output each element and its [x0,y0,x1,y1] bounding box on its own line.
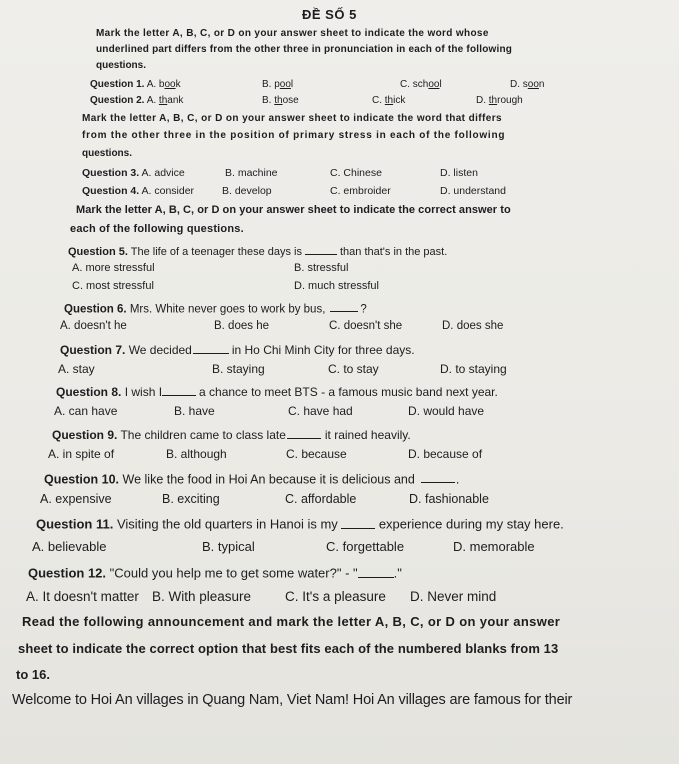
question-7: Question 7. We decided in Ho Chi Minh City for three days. [60,342,415,357]
answer-blank [162,384,196,396]
question-7-option-a: A. stay [58,362,95,376]
question-8-option-a: A. can have [54,404,118,418]
question-3 [82,168,185,179]
question-6: Question 6. Mrs. White never goes to work by bus, ? [64,301,367,316]
question-7-option-b: B. staying [212,362,265,376]
question-4-option-d: D. understand [440,185,506,197]
question-9-option-c: C. because [286,447,347,461]
question-8: Question 8. I wish I a chance to meet BTS - a famous music band next year. [56,384,498,399]
instruction-pronunciation-line-3: questions. [96,60,147,71]
instruction-correct-line-1: Mark the letter A, B, C, or D on your answer sheet to indicate the correct answer to [76,204,511,216]
question-label: Question 7. [60,342,126,357]
question-10-option-c: C. affordable [285,492,357,506]
question-label: Question 10. [44,472,120,487]
question-9-option-a: A. in spite of [48,447,115,461]
answer-blank [305,244,337,255]
question-9: Question 9. The children came to class late it rained heavily. [52,427,411,442]
question-label: Question 2. [90,95,145,106]
question-10-option-d: D. fashionable [409,492,489,506]
question-5-option-d: D. much stressful [294,280,379,292]
instruction-correct-line-2: each of the following questions. [70,223,244,235]
question-12-option-a: A. It doesn't matter [26,589,139,604]
question-3-option-b: B. machine [225,167,278,179]
instruction-pronunciation-line-1: Mark the letter A, B, C, or D on your answer sheet to indicate the word whose [96,28,489,39]
question-11-option-d: D. memorable [453,539,535,554]
question-3-option-c: C. Chinese [330,167,382,179]
question-label: Question 9. [52,427,118,442]
instruction-announcement-line-2: sheet to indicate the correct option that best fits each of the numbered blanks from 13 [18,641,559,656]
question-1 [90,80,181,90]
question-7-option-c: C. to stay [328,362,379,376]
question-5-option-c: C. most stressful [72,280,154,292]
answer-blank [358,565,394,578]
question-2-option-d: D. through [476,95,523,106]
instruction-stress-line-1: Mark the letter A, B, C, or D on your answer sheet to indicate the word that differs [82,113,502,124]
instruction-pronunciation-line-2: underlined part differs from the other three in pronunciation in each of the following [96,44,513,55]
question-4-option-b: B. develop [222,185,272,197]
question-11-option-a: A. believable [32,539,107,554]
question-label: Question 3. [82,167,140,179]
question-6-option-d: D. does she [442,320,504,332]
question-1-option-c: C. school [400,79,442,90]
option-a: A. thank [146,95,184,106]
question-12: Question 12. "Could you help me to get some water?" - " ." [28,565,402,581]
question-2 [90,96,183,106]
question-label: Question 4. [82,185,140,197]
question-4-option-c: C. embroider [330,185,391,197]
question-11-option-b: B. typical [202,539,255,554]
question-label: Question 6. [64,303,127,316]
question-8-option-b: B. have [174,404,215,418]
question-label: Question 5. [68,245,128,258]
question-7-option-d: D. to staying [440,362,507,376]
question-2-option-c: C. thick [372,95,406,106]
question-11: Question 11. Visiting the old quarters in Hanoi is my experience during my stay here. [36,516,564,532]
question-label: Question 8. [56,384,122,399]
question-6-option-a: A. doesn't he [60,320,127,332]
question-3-option-d: D. listen [440,167,478,179]
answer-blank [341,516,375,529]
instruction-announcement-line-1: Read the following announcement and mark the letter A, B, C, or D on your answer [22,614,561,629]
question-10: Question 10. We like the food in Hoi An because it is delicious and . [44,472,460,487]
question-4 [82,186,194,197]
question-8-option-d: D. would have [408,404,485,418]
question-12-option-b: B. With pleasure [152,589,252,604]
question-5-option-a: A. more stressful [72,262,155,274]
question-9-option-b: B. although [166,447,227,461]
question-label: Question 12. [28,565,107,581]
option-a: A. consider [141,185,195,197]
question-6-option-c: C. doesn't she [329,320,403,332]
question-10-option-b: B. exciting [162,492,220,506]
question-11-option-c: C. forgettable [326,539,405,554]
question-label: Question 1. [90,79,145,90]
option-a: A. book [146,79,181,90]
answer-blank [193,342,229,354]
instruction-stress-line-2: from the other three in the position of primary stress in each of the following [82,130,506,141]
answer-blank [330,301,358,312]
question-5: Question 5. The life of a teenager these days is than that's in the past. [68,245,448,258]
instruction-stress-line-3: questions. [82,148,133,159]
question-10-option-a: A. expensive [40,492,112,506]
question-8-option-c: C. have had [288,404,353,418]
question-2-option-b: B. those [262,95,299,106]
answer-blank [287,427,321,439]
passage-text: Welcome to Hoi An villages in Quang Nam, Viet Nam! Hoi An villages are famous for their [12,692,573,708]
question-1-option-b: B. pool [262,79,294,90]
question-12-option-c: C. It's a pleasure [285,589,386,604]
question-5-option-b: B. stressful [294,262,349,274]
question-label: Question 11. [36,516,114,532]
instruction-announcement-line-3: to 16. [16,667,50,682]
option-a: A. advice [141,167,185,179]
question-12-option-d: D. Never mind [410,589,497,604]
question-6-option-b: B. does he [214,320,269,332]
page-title: ĐỀ SỐ 5 [302,7,357,22]
question-1-option-d: D. soon [510,79,545,90]
question-9-option-d: D. because of [408,447,483,461]
answer-blank [421,471,455,483]
